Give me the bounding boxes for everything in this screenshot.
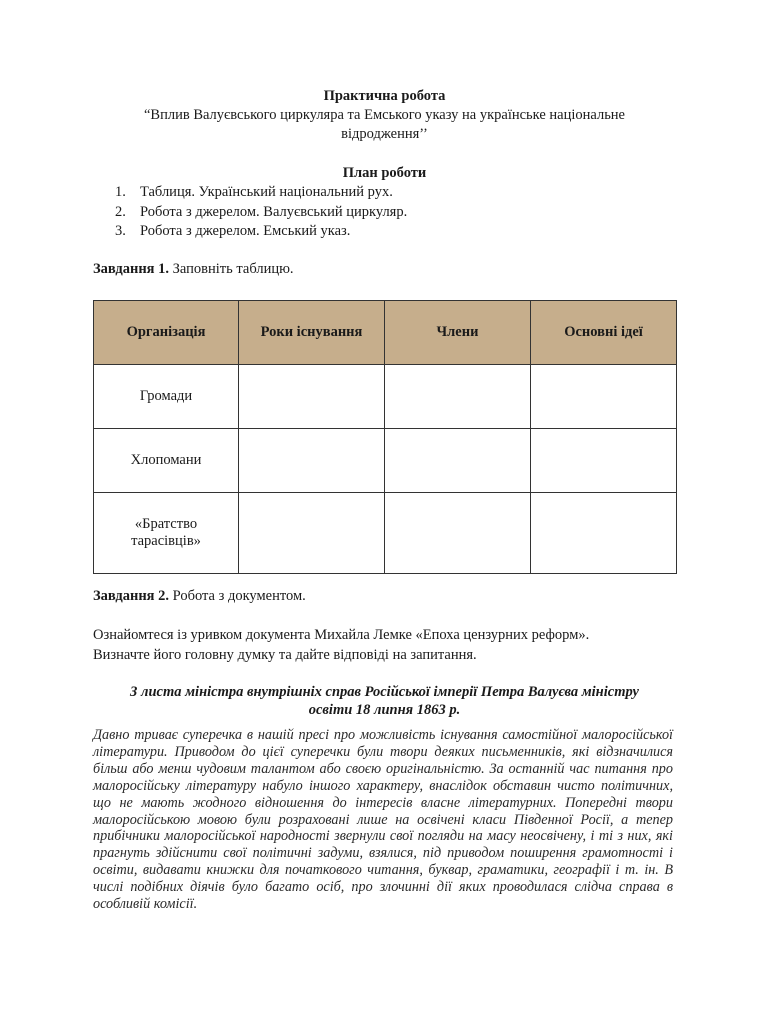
title-block — [93, 87, 676, 144]
page-title: Практична робота — [323, 88, 446, 104]
page-subtitle-line1: “Вплив Валуєвського циркуляра та Емського указу на українське національне — [143, 107, 625, 123]
plan-item — [115, 203, 407, 223]
task2-line — [93, 587, 306, 606]
document-excerpt: Давно триває суперечка в нашій пресі про можливість існування самостійної малоросійської літератури. Приводом до цієї суперечки були твори деяких письменників, які відзначилися більш або менш чудовим талантом або своєю оригінальністю. За останній час питання про малоросійську літературу набуло іншого характеру, внаслідок обставин чисто політичних, що не мають жодного відношення до інтересів власне літературних. Попередні твори малоросійською мовою були розраховані лише на освічені класи Південної Росії, а тепер прибічники малоросійської народності звернули свої погляди на масу неосвічену, і ті з них, які прагнуть здійснити свої політичні задуми, взялися, під приводом поширення грамотності і освіти, видавати книжки для початкового читання, буквар, граматики, географії і т. ін. В числі подібних діячів було багато осіб, про злочинні дії яких проводилася слідча справа в особливій комісії. — [93, 727, 673, 913]
table-header-cell: Організація — [94, 301, 239, 365]
table-cell-organization — [94, 493, 239, 574]
task2-instructions — [93, 625, 676, 665]
table-header-cell: Члени — [385, 301, 531, 365]
task2-text: Робота з документом. — [169, 588, 306, 604]
plan-item-number: 1. — [115, 184, 126, 200]
plan-item-number: 3. — [115, 223, 126, 239]
document-title — [93, 683, 676, 719]
table-cell-members — [385, 493, 531, 574]
table-row — [94, 493, 677, 574]
table-cell-years — [239, 365, 385, 429]
task1-line — [93, 260, 294, 279]
table-cell-members — [385, 429, 531, 493]
instruction-line: Ознайомтеся із уривком документа Михайла Лемке «Епоха цензурних реформ». — [93, 627, 590, 643]
table-cell-organization: Громади — [94, 365, 239, 429]
task1-label: Завдання 1. — [93, 261, 170, 277]
table-header-cell: Основні ідеї — [531, 301, 677, 365]
table-row — [94, 365, 677, 429]
page-subtitle-line2: відродження’’ — [341, 126, 428, 142]
table-header-row — [94, 301, 677, 365]
table-cell-years — [239, 429, 385, 493]
plan-item — [115, 222, 407, 242]
table-cell-ideas — [531, 493, 677, 574]
plan-item-text: Таблиця. Український національний рух. — [140, 184, 393, 200]
plan-item-number: 2. — [115, 203, 126, 220]
table-row — [94, 429, 677, 493]
instruction-line: Визначте його головну думку та дайте відповіді на запитання. — [93, 647, 477, 663]
plan-heading: План роботи — [342, 165, 427, 181]
table-cell-members — [385, 365, 531, 429]
plan-item-text: Робота з джерелом. Емський указ. — [140, 223, 351, 239]
organization-name: «Братство тарасівців» — [131, 516, 201, 549]
plan-item — [115, 183, 407, 203]
table-cell-years — [239, 493, 385, 574]
plan-list — [115, 183, 407, 242]
table-cell-organization: Хлопомани — [94, 429, 239, 493]
document-title-line: освіти 18 липня 1863 р. — [308, 702, 461, 718]
organizations-table — [93, 300, 677, 574]
table-cell-ideas — [531, 365, 677, 429]
task2-label: Завдання 2. — [93, 588, 170, 604]
task1-text: Заповніть таблицю. — [169, 261, 294, 277]
document-title-line: З листа міністра внутрішніх справ Російської імперії Петра Валуєва міністру — [130, 684, 639, 700]
plan-item-text: Робота з джерелом. Валуєвський циркуляр. — [140, 203, 408, 220]
table-header-cell: Роки існування — [239, 301, 385, 365]
table-cell-ideas — [531, 429, 677, 493]
